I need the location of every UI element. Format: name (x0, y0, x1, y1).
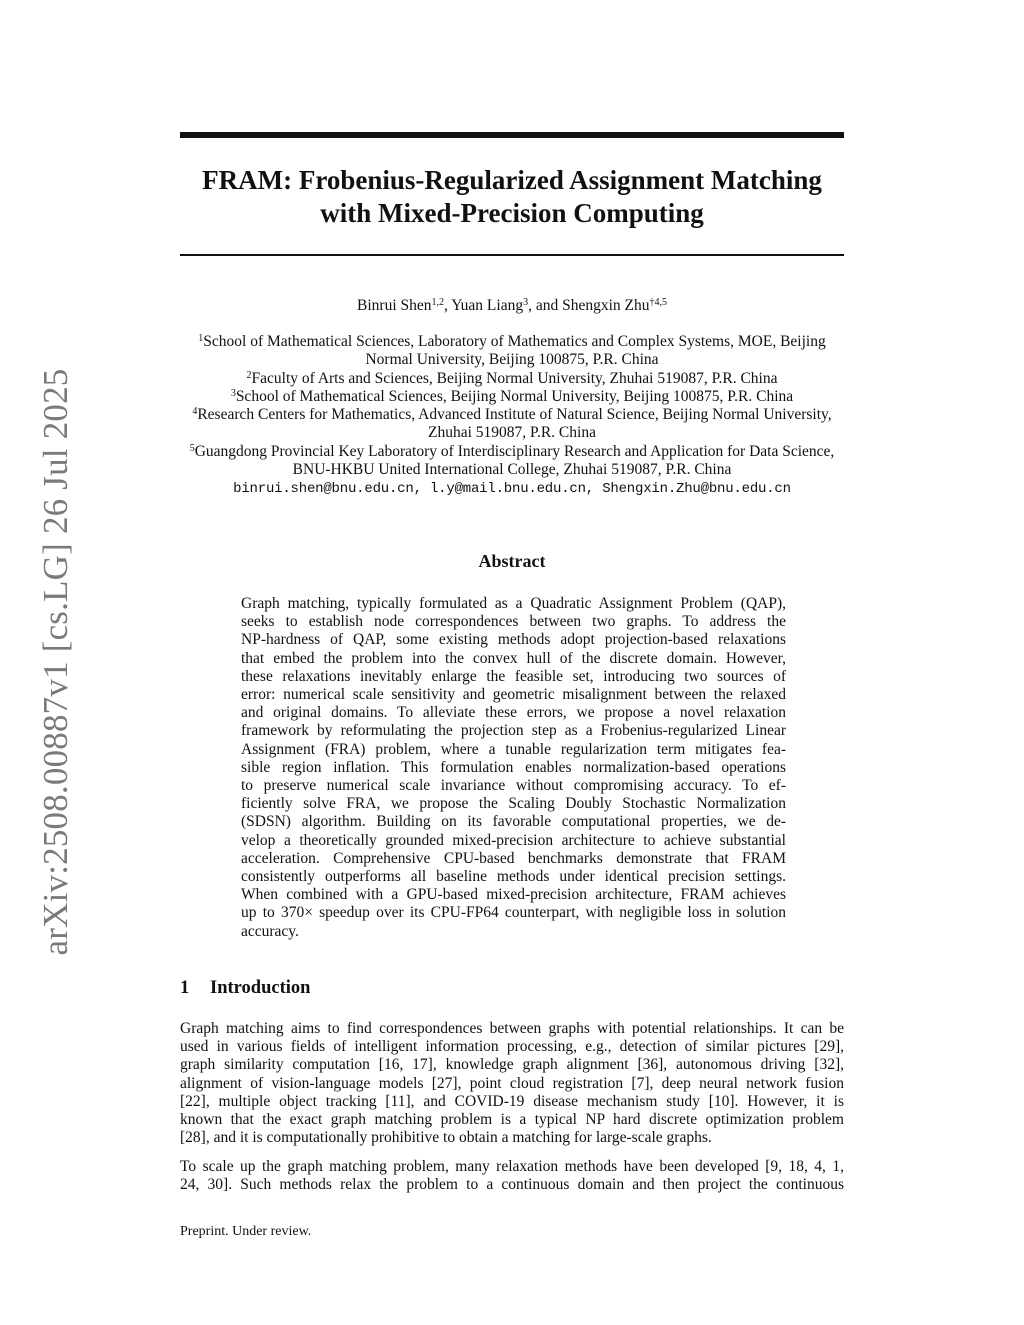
introduction-paragraph (180, 1020, 844, 1147)
affiliation (176, 443, 848, 480)
abstract-line: accuracy. (241, 922, 299, 940)
affiliation-marker: 1 (198, 333, 204, 344)
affiliation-text: Guangdong Provincial Key Laboratory of Interdisciplinary Research and Application for Data Science, BNU-HKBU United International College, Zhuhai 519087, P.R. China (194, 442, 835, 479)
title-line-1: FRAM: Frobenius-Regularized Assignment Matching (202, 165, 822, 195)
abstract-line: framework by reformulating the projection step as a Frobenius-regularized Linear (241, 722, 786, 740)
title-line-2: with Mixed-Precision Computing (320, 198, 704, 228)
abstract-line: seeks to establish node correspondences between two graphs. To address the (241, 613, 786, 631)
abstract-line: NP-hardness of QAP, some existing methods adopt projection-based relaxations (241, 631, 786, 649)
author-emails: binrui.shen@bnu.edu.cn, l.y@mail.bnu.edu.cn, Shengxin.Zhu@bnu.edu.cn (233, 481, 791, 497)
abstract-line: to preserve numerical scale invariance without compromising accuracy. To ef- (241, 777, 786, 795)
abstract-line: sible region inflation. This formulation enables normalization-based operations (241, 758, 786, 776)
abstract-line: and original domains. To alleviate these errors, we propose a novel relaxation (241, 704, 786, 722)
paper-title (160, 164, 864, 230)
affiliation-text: Research Centers for Mathematics, Advanced Institute of Natural Science, Beijing Normal University, Zhuhai 519087, P.R. China (197, 406, 832, 442)
section-number: 1 (180, 978, 190, 998)
affiliation-marker: 2 (246, 369, 252, 381)
paragraph-line: [28], and it is computationally prohibitive to obtain a matching for large-scale graphs. (180, 1129, 712, 1147)
abstract-line: that embed the problem into the convex hull of the discrete domain. However, (241, 649, 786, 667)
author-affil-marker: 3 (523, 297, 529, 308)
author-name: , and Shengxin Zhu (528, 297, 650, 314)
paragraph-line: known that the exact graph matching problem is a typical NP hard discrete optimization problem (180, 1111, 844, 1129)
author-affil-marker: †4,5 (649, 297, 667, 308)
abstract-line: ficiently solve FRA, we propose the Scaling Doubly Stochastic Normalization (241, 795, 786, 813)
affiliation-marker: 4 (192, 406, 198, 418)
section-heading-introduction (180, 978, 310, 999)
paragraph-line: alignment of vision-language models [27], point cloud registration [7], deep neural network fusion (180, 1074, 844, 1092)
title-rule-bottom (180, 254, 844, 256)
author-affil-marker: 1,2 (431, 297, 445, 308)
affiliation-text: Faculty of Arts and Sciences, Beijing Normal University, Zhuhai 519087, P.R. China (251, 369, 778, 387)
author-list (180, 297, 844, 315)
section-title: Introduction (210, 978, 311, 998)
author-name: , Yuan Liang (444, 297, 524, 314)
affiliation (176, 370, 848, 388)
introduction-paragraph (180, 1158, 844, 1194)
abstract-body (241, 595, 786, 941)
paragraph-line: graph similarity computation [16, 17], knowledge graph alignment [36], autonomous driving [32], (180, 1056, 844, 1074)
affiliation-text: School of Mathematical Sciences, Beijing Normal University, Beijing 100875, P.R. China (235, 387, 794, 405)
abstract-line: When combined with a GPU-based mixed-precision architecture, FRAM achieves (241, 886, 786, 904)
paragraph-line: [22], multiple object tracking [11], and COVID-19 disease mechanism study [10]. However, it is (180, 1092, 844, 1110)
title-rule-top (180, 132, 844, 138)
abstract-line: consistently outperforms all baseline methods under identical precision settings. (241, 868, 786, 886)
affiliation-text: School of Mathematical Sciences, Laboratory of Mathematics and Complex Systems, MOE, Beijing Normal University, Beijing 100875, P.R. China (203, 333, 826, 369)
abstract-line: error: numerical scale sensitivity and geometric misalignment between the relaxed (241, 686, 786, 704)
arxiv-identifier: arXiv:2508.00887v1 [cs.LG] 26 Jul 2025 (36, 368, 75, 956)
affiliation-marker: 3 (230, 387, 236, 399)
abstract-heading: Abstract (478, 551, 546, 571)
affiliation-marker: 5 (189, 442, 195, 454)
abstract-line: velop a theoretically grounded mixed-precision architecture to achieve substantial (241, 831, 786, 849)
paragraph-line: Graph matching aims to find correspondences between graphs with potential relationships. It can be (180, 1020, 844, 1037)
abstract-line: Assignment (FRA) problem, where a tunable regularization term mitigates fea- (241, 740, 786, 758)
author-name: Binrui Shen (357, 297, 432, 314)
affiliation (176, 333, 848, 370)
footer-preprint-note: Preprint. Under review. (180, 1224, 312, 1239)
affiliation-list (176, 333, 848, 479)
abstract-line: acceleration. Comprehensive CPU-based benchmarks demonstrate that FRAM (241, 849, 786, 867)
paragraph-line: 24, 30]. Such methods relax the problem to a continuous domain and then project the continuous (180, 1176, 844, 1194)
abstract-line: up to 370× speedup over its CPU-FP64 counterpart, with negligible loss in solution (241, 904, 786, 922)
paragraph-line: To scale up the graph matching problem, many relaxation methods have been developed [9, 18, 4, 1, (180, 1158, 844, 1175)
affiliation (176, 406, 848, 443)
paragraph-line: used in various fields of intelligent information processing, e.g., detection of similar pictures [29], (180, 1038, 844, 1056)
abstract-line: these relaxations inevitably enlarge the feasible set, introducing two sources of (241, 667, 786, 685)
abstract-line: (SDSN) algorithm. Building on its favorable computational properties, we de- (241, 813, 786, 831)
abstract-line: Graph matching, typically formulated as a Quadratic Assignment Problem (QAP), (241, 595, 786, 612)
affiliation (176, 388, 848, 406)
